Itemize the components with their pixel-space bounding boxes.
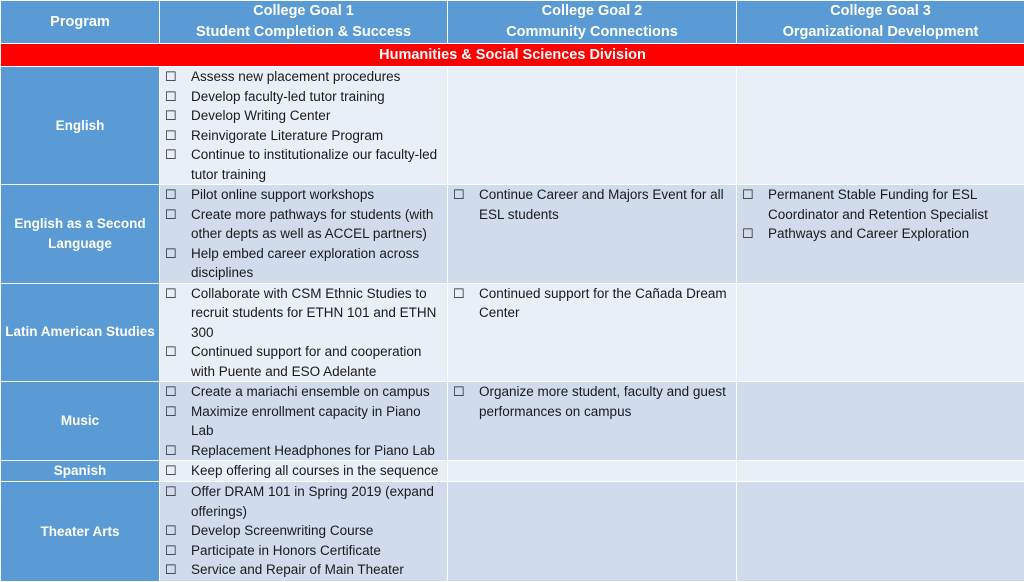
checkbox-icon: ☐ <box>742 224 754 244</box>
program-name: Theater Arts <box>1 482 160 582</box>
division-row <box>1 44 1024 67</box>
checkbox-icon: ☐ <box>453 382 465 402</box>
checkbox-icon: ☐ <box>453 185 465 205</box>
header-goal-1-subtitle: Student Completion & Success <box>160 22 447 43</box>
goal-list <box>160 284 447 382</box>
goal-list <box>160 482 447 580</box>
goal-1-cell <box>160 283 448 382</box>
checkbox-icon: ☐ <box>165 205 177 225</box>
list-item-text: Develop Writing Center <box>191 108 330 123</box>
list-item-text: Create more pathways for students (with other depts as well as ACCEL partners) <box>191 207 433 242</box>
checkbox-icon: ☐ <box>165 382 177 402</box>
goal-3-cell <box>737 382 1024 461</box>
goal-2-cell <box>448 185 737 284</box>
goal-2-cell <box>448 283 737 382</box>
header-goal-2-title: College Goal 2 <box>448 1 736 22</box>
table-row <box>1 283 1024 382</box>
checkbox-icon: ☐ <box>165 441 177 461</box>
list-item-text: Pilot online support workshops <box>191 187 374 202</box>
checkbox-icon: ☐ <box>165 461 177 481</box>
goal-3-cell <box>737 185 1024 284</box>
list-item-text: Offer DRAM 101 in Spring 2019 (expand offerings) <box>191 484 434 519</box>
header-goal-1 <box>160 1 448 44</box>
list-item <box>164 521 443 541</box>
goal-3-cell <box>737 482 1024 582</box>
goal-list <box>160 461 447 481</box>
header-goal-3-subtitle: Organizational Development <box>737 22 1024 43</box>
checkbox-icon: ☐ <box>165 67 177 87</box>
division-title: Humanities & Social Sciences Division <box>1 44 1024 67</box>
program-name: Latin American Studies <box>1 283 160 382</box>
table-row <box>1 482 1024 582</box>
list-item <box>164 482 443 521</box>
list-item-text: Continue Career and Majors Event for all ESL students <box>479 187 724 222</box>
header-goal-1-title: College Goal 1 <box>160 1 447 22</box>
list-item-text: Organize more student, faculty and guest performances on campus <box>479 384 726 419</box>
goal-1-cell <box>160 482 448 582</box>
list-item-text: Service and Repair of Main Theater <box>191 562 404 577</box>
goal-list <box>160 185 447 283</box>
checkbox-icon: ☐ <box>165 185 177 205</box>
list-item <box>741 185 1020 224</box>
header-goal-2-subtitle: Community Connections <box>448 22 736 43</box>
header-goal-3-title: College Goal 3 <box>737 1 1024 22</box>
goal-1-cell <box>160 185 448 284</box>
goal-list <box>160 382 447 460</box>
goal-3-cell <box>737 461 1024 482</box>
list-item <box>164 284 443 343</box>
checkbox-icon: ☐ <box>165 284 177 304</box>
list-item-text: Replacement Headphones for Piano Lab <box>191 443 435 458</box>
goal-2-cell <box>448 482 737 582</box>
table-row <box>1 382 1024 461</box>
list-item <box>164 541 443 561</box>
checkbox-icon: ☐ <box>165 560 177 580</box>
checkbox-icon: ☐ <box>165 402 177 422</box>
checkbox-icon: ☐ <box>165 521 177 541</box>
list-item-text: Help embed career exploration across disciplines <box>191 246 419 281</box>
header-row <box>1 1 1024 44</box>
checkbox-icon: ☐ <box>165 244 177 264</box>
checkbox-icon: ☐ <box>165 126 177 146</box>
list-item <box>164 185 443 205</box>
list-item-text: Continue to institutionalize our faculty-led tutor training <box>191 147 437 182</box>
program-name: Spanish <box>1 461 160 482</box>
goal-list <box>737 185 1024 244</box>
goal-list <box>448 284 736 323</box>
list-item <box>164 106 443 126</box>
goal-1-cell <box>160 67 448 185</box>
list-item <box>164 145 443 184</box>
list-item <box>452 185 732 224</box>
checkbox-icon: ☐ <box>165 87 177 107</box>
goal-1-cell <box>160 382 448 461</box>
checkbox-icon: ☐ <box>165 482 177 502</box>
list-item <box>164 382 443 402</box>
goal-2-cell <box>448 67 737 185</box>
checkbox-icon: ☐ <box>165 106 177 126</box>
list-item-text: Permanent Stable Funding for ESL Coordinator and Retention Specialist <box>768 187 988 222</box>
list-item <box>164 402 443 441</box>
goal-3-cell <box>737 283 1024 382</box>
table-row <box>1 185 1024 284</box>
list-item-text: Collaborate with CSM Ethnic Studies to recruit students for ETHN 101 and ETHN 300 <box>191 286 436 340</box>
list-item <box>164 560 443 580</box>
list-item-text: Develop faculty-led tutor training <box>191 89 385 104</box>
list-item <box>164 126 443 146</box>
list-item <box>164 87 443 107</box>
checkbox-icon: ☐ <box>742 185 754 205</box>
list-item <box>164 67 443 87</box>
list-item-text: Participate in Honors Certificate <box>191 543 381 558</box>
list-item <box>164 461 443 481</box>
header-goal-3 <box>737 1 1024 44</box>
goal-3-cell <box>737 67 1024 185</box>
list-item-text: Develop Screenwriting Course <box>191 523 373 538</box>
goal-1-cell <box>160 461 448 482</box>
list-item <box>741 224 1020 244</box>
goal-list <box>448 382 736 421</box>
header-goal-2 <box>448 1 737 44</box>
list-item <box>452 382 732 421</box>
list-item-text: Pathways and Career Exploration <box>768 226 969 241</box>
checkbox-icon: ☐ <box>165 342 177 362</box>
table-row <box>1 67 1024 185</box>
list-item-text: Continued support for the Cañada Dream Center <box>479 286 727 321</box>
header-program: Program <box>1 1 160 44</box>
list-item-text: Assess new placement procedures <box>191 69 400 84</box>
list-item-text: Keep offering all courses in the sequence <box>191 463 438 478</box>
list-item <box>164 205 443 244</box>
checkbox-icon: ☐ <box>165 145 177 165</box>
goal-2-cell <box>448 382 737 461</box>
list-item-text: Create a mariachi ensemble on campus <box>191 384 430 399</box>
list-item-text: Reinvigorate Literature Program <box>191 128 383 143</box>
list-item-text: Continued support for and cooperation with Puente and ESO Adelante <box>191 344 421 379</box>
goal-list <box>448 185 736 224</box>
goal-list <box>160 67 447 184</box>
list-item <box>164 441 443 461</box>
program-name: English <box>1 67 160 185</box>
program-name: English as a Second Language <box>1 185 160 284</box>
program-name: Music <box>1 382 160 461</box>
list-item <box>452 284 732 323</box>
list-item <box>164 244 443 283</box>
list-item-text: Maximize enrollment capacity in Piano Lab <box>191 404 421 439</box>
goal-2-cell <box>448 461 737 482</box>
checkbox-icon: ☐ <box>453 284 465 304</box>
table-row <box>1 461 1024 482</box>
checkbox-icon: ☐ <box>165 541 177 561</box>
list-item <box>164 342 443 381</box>
